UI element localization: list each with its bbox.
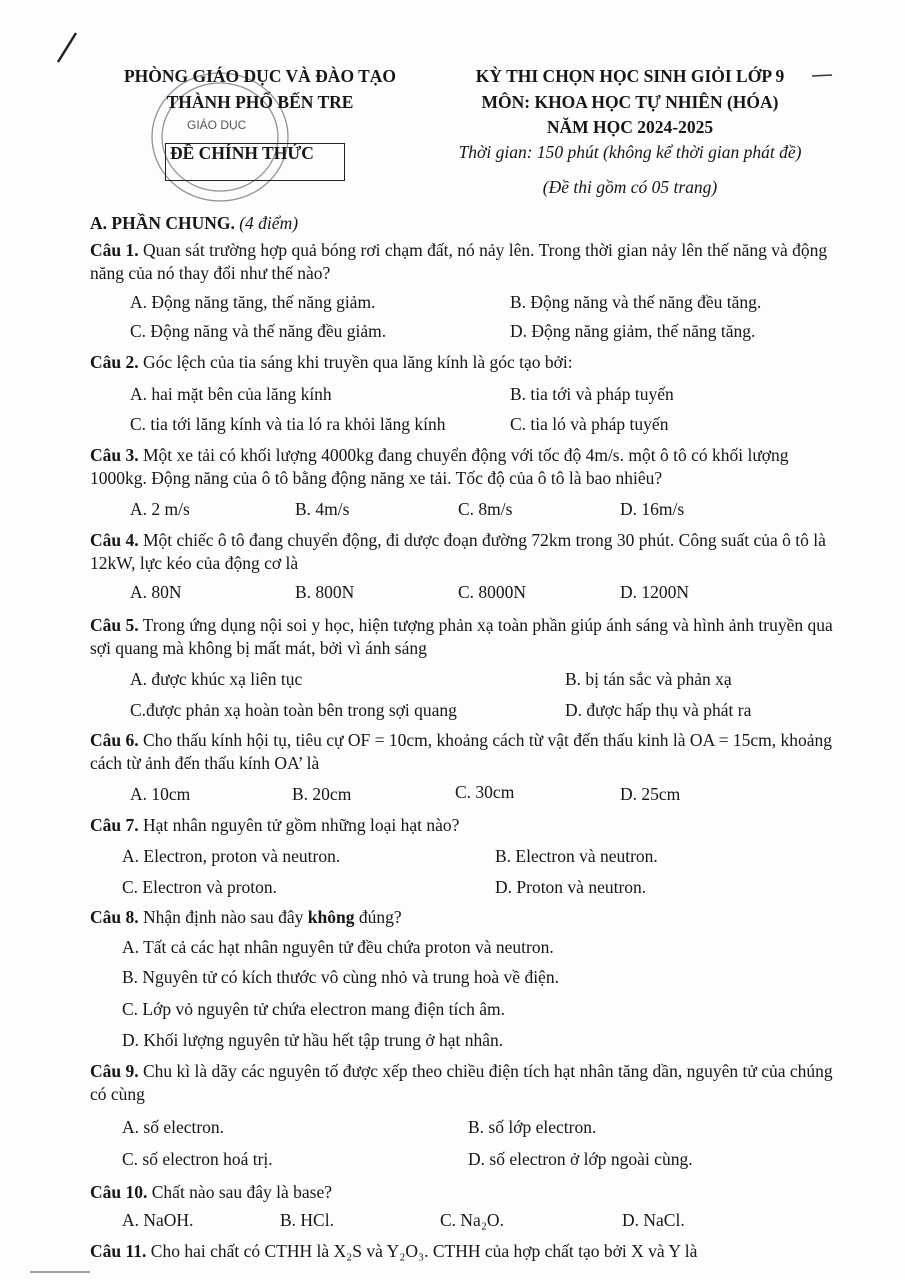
option-d[interactable]: D. số electron ở lớp ngoài cùng. <box>468 1149 693 1169</box>
emphasis-text: không <box>307 907 355 927</box>
question-label: Câu 2. <box>90 352 139 372</box>
option-d[interactable]: D. Khối lượng nguyên tử hầu hết tập trung ở hạt nhân. <box>122 1030 504 1050</box>
option-d[interactable]: D. được hấp thụ và phát ra <box>565 700 752 720</box>
option-b[interactable]: B. 4m/s <box>295 499 350 519</box>
question-label: Câu 7. <box>90 815 139 835</box>
question-text: Trong ứng dụng nội soi y học, hiện tượng phản xạ toàn phần giúp ánh sáng và hình ảnh truyền qua sợi quang mà không bị mất mát, bởi vì ánh sáng <box>90 615 833 658</box>
option-b[interactable]: B. 800N <box>295 582 355 602</box>
official-exam-box: ĐỀ CHÍNH THỨC <box>165 143 345 181</box>
option-d[interactable]: D. NaCl. <box>622 1210 685 1230</box>
question-text: Cho hai chất có CTHH là X₂S và Y₂O₃. CTHH của hợp chất tạo bởi X và Y là <box>146 1241 698 1261</box>
question-label: Câu 1. <box>90 240 139 260</box>
option-c[interactable]: C. Lớp vỏ nguyên tử chứa electron mang điện tích âm. <box>122 999 505 1019</box>
option-a[interactable]: A. Tất cả các hạt nhân nguyên tử đều chứa proton và neutron. <box>122 937 554 957</box>
option-c[interactable]: C. Động năng và thế năng đều giảm. <box>130 321 387 341</box>
option-c[interactable]: C. 8000N <box>458 582 527 602</box>
option-a[interactable]: A. NaOH. <box>122 1210 194 1230</box>
option-a[interactable]: A. Electron, proton và neutron. <box>122 846 341 866</box>
question-text: Chất nào sau đây là base? <box>147 1182 333 1202</box>
option-c[interactable]: C. 30cm <box>455 782 515 802</box>
section-points: (4 điểm) <box>239 213 299 233</box>
question-11 <box>90 1240 835 1263</box>
question-9 <box>90 1060 835 1106</box>
option-a[interactable]: A. 2 m/s <box>130 499 190 519</box>
option-b[interactable]: B. HCl. <box>280 1210 334 1230</box>
exam-title: KỲ THI CHỌN HỌC SINH GIỎI LỚP 9 <box>475 66 785 86</box>
question-label: Câu 11. <box>90 1241 147 1261</box>
option-b[interactable]: B. tia tới và pháp tuyến <box>510 384 674 404</box>
question-text: Hạt nhân nguyên tử gồm những loại hạt nào? <box>138 815 460 835</box>
option-c[interactable]: C. 8m/s <box>458 499 513 519</box>
question-1 <box>90 239 835 285</box>
exam-duration: Thời gian: 150 phút (không kể thời gian phát đề) <box>458 142 802 162</box>
question-7 <box>90 814 835 837</box>
question-label: Câu 6. <box>90 730 139 750</box>
stamp-text: GIÁO DỤC <box>187 118 247 132</box>
option-c[interactable]: C. Na₂O. <box>440 1210 504 1230</box>
question-10 <box>90 1181 835 1204</box>
header-department: PHÒNG GIÁO DỤC VÀ ĐÀO TẠO <box>123 66 397 86</box>
option-a[interactable]: A. được khúc xạ liên tục <box>130 669 303 689</box>
question-2 <box>90 351 835 374</box>
question-4 <box>90 529 835 575</box>
option-d[interactable]: D. 25cm <box>620 784 681 804</box>
question-3 <box>90 444 835 490</box>
option-b[interactable]: B. bị tán sắc và phản xạ <box>565 669 732 689</box>
option-c[interactable]: C. Electron và proton. <box>122 877 278 897</box>
option-c[interactable]: C. tia tới lăng kính và tia ló ra khỏi lăng kính <box>130 414 446 434</box>
option-b[interactable]: B. Nguyên tử có kích thước vô cùng nhỏ và trung hoà về điện. <box>122 967 559 987</box>
question-label: Câu 10. <box>90 1182 148 1202</box>
page-count: (Đề thi gồm có 05 trang) <box>542 177 718 197</box>
option-d[interactable]: D. 16m/s <box>620 499 685 519</box>
question-text: Quan sát trường hợp quả bóng rơi chạm đất, nó nảy lên. Trong thời gian nảy lên thế năng và động năng của nó thay đổi như thế nào? <box>90 240 828 283</box>
question-label: Câu 5. <box>90 615 139 635</box>
question-5 <box>90 614 835 660</box>
question-text: đúng? <box>354 907 402 927</box>
section-title: A. PHẦN CHUNG. <box>90 213 235 233</box>
question-text: Cho thấu kính hội tụ, tiêu cự OF = 10cm, khoảng cách từ vật đến thấu kinh là OA = 15cm, khoảng cách từ ảnh đến thấu kính OA’ là <box>90 730 833 773</box>
question-8 <box>90 906 835 929</box>
school-year: NĂM HỌC 2024-2025 <box>546 117 714 137</box>
exam-subject: MÔN: KHOA HỌC TỰ NHIÊN (HÓA) <box>481 92 779 112</box>
section-heading <box>90 213 298 234</box>
option-a[interactable]: A. Động năng tăng, thế năng giảm. <box>130 292 376 312</box>
option-c[interactable]: C.được phản xạ hoàn toàn bên trong sợi quang <box>130 700 457 720</box>
question-label: Câu 3. <box>90 445 139 465</box>
question-text: Góc lệch của tia sáng khi truyền qua lăng kính là góc tạo bởi: <box>138 352 573 372</box>
option-a[interactable]: A. 80N <box>130 582 182 602</box>
header-city: THÀNH PHỐ BẾN TRE <box>166 92 354 112</box>
option-d[interactable]: D. Động năng giảm, thế năng tăng. <box>510 321 756 341</box>
question-label: Câu 8. <box>90 907 139 927</box>
option-b[interactable]: B. số lớp electron. <box>468 1117 597 1137</box>
option-d[interactable]: D. 1200N <box>620 582 690 602</box>
question-text: Chu kì là dãy các nguyên tố được xếp theo chiều điện tích hạt nhân tăng dần, nguyên tử của chúng có cùng <box>90 1061 833 1104</box>
option-a[interactable]: A. hai mặt bên của lăng kính <box>130 384 332 404</box>
question-label: Câu 4. <box>90 530 139 550</box>
option-b[interactable]: B. Electron và neutron. <box>495 846 658 866</box>
question-label: Câu 9. <box>90 1061 139 1081</box>
option-d[interactable]: D. Proton và neutron. <box>495 877 647 897</box>
option-d[interactable]: C. tia ló và pháp tuyến <box>510 414 669 434</box>
question-6 <box>90 729 835 775</box>
question-text: Một xe tải có khối lượng 4000kg đang chuyển động với tốc độ 4m/s. một ô tô có khối lượng 1000kg. Động năng của ô tô bằng động năng xe tải. Tốc độ của ô tô là bao nhiêu? <box>90 445 789 488</box>
question-text: Nhận định nào sau đây <box>138 907 308 927</box>
option-b[interactable]: B. 20cm <box>292 784 352 804</box>
question-text: Một chiếc ô tô đang chuyển động, đi dược đoạn đường 72km trong 30 phút. Công suất của ô tô là 12kW, lực kéo của động cơ là <box>90 530 826 573</box>
option-b[interactable]: B. Động năng và thế năng đều tăng. <box>510 292 762 312</box>
option-c[interactable]: C. số electron hoá trị. <box>122 1149 273 1169</box>
option-a[interactable]: A. 10cm <box>130 784 191 804</box>
option-a[interactable]: A. số electron. <box>122 1117 225 1137</box>
